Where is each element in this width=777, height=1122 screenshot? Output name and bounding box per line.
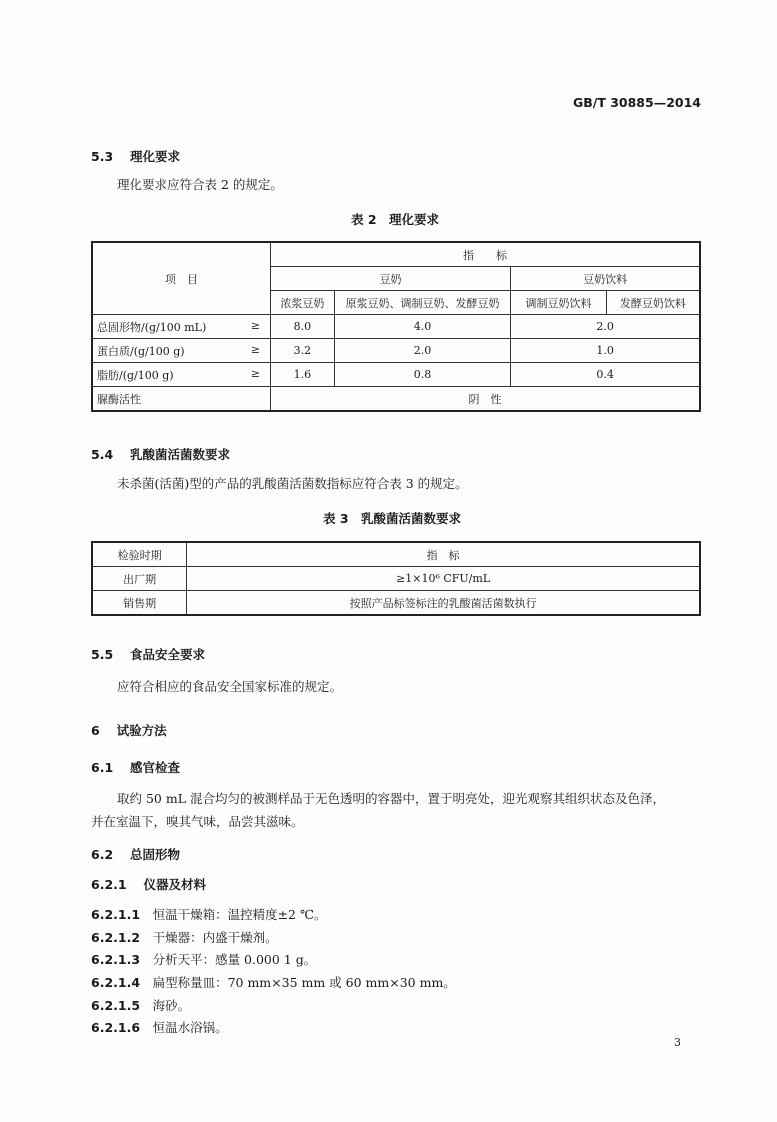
cell: 2.0 <box>334 339 510 363</box>
cell: 4.0 <box>334 315 510 339</box>
column-header: 发酵豆奶饮料 <box>606 291 700 315</box>
cell: ≥1×10⁶ CFU/mL <box>187 567 700 591</box>
cell: 按照产品标签标注的乳酸菌活菌数执行 <box>187 591 700 616</box>
header-group: 豆奶 <box>270 267 510 291</box>
row-label: 销售期 <box>92 591 187 616</box>
paragraph: 未杀菌(活菌)型的产品的乳酸菌活菌数指标应符合表 3 的规定。 <box>117 476 468 491</box>
section-heading: 6.2.1 仪器及材料 <box>91 877 206 892</box>
section-heading: 5.4 乳酸菌活菌数要求 <box>91 447 231 462</box>
list-item: 6.2.1.5 海砂。 <box>91 998 191 1013</box>
table-row <box>92 387 700 412</box>
table-caption: 表 2 理化要求 <box>351 212 440 227</box>
row-label: 总固形物/(g/100 mL) <box>97 320 207 334</box>
ge-sign: ≥ <box>250 318 260 332</box>
table-row <box>92 363 700 387</box>
header-index: 指 标 <box>270 242 700 267</box>
header-group: 豆奶饮料 <box>511 267 700 291</box>
cell: 8.0 <box>270 315 334 339</box>
ge-sign: ≥ <box>250 366 260 380</box>
cell: 1.0 <box>511 339 700 363</box>
ge-sign: ≥ <box>250 342 260 356</box>
section-heading: 5.5 食品安全要求 <box>91 647 206 662</box>
column-header: 调制豆奶饮料 <box>511 291 607 315</box>
list-item: 6.2.1.4 扁型称量皿：70 mm×35 mm 或 60 mm×30 mm。 <box>91 975 456 990</box>
column-header: 原浆豆奶、调制豆奶、发酵豆奶 <box>334 291 510 315</box>
section-heading: 6.2 总固形物 <box>91 847 181 862</box>
table-2 <box>91 241 701 412</box>
table-row <box>92 315 700 339</box>
standard-number: GB/T 30885—2014 <box>572 95 701 110</box>
paragraph: 并在室温下，嗅其气味，品尝其滋味。 <box>91 814 304 829</box>
section-heading: 6.1 感官检查 <box>91 760 181 775</box>
paragraph: 取约 50 mL 混合均匀的被测样品于无色透明的容器中，置于明亮处，迎光观察其组织状态及色泽， <box>117 791 665 806</box>
table-row <box>92 567 700 591</box>
table-row <box>92 591 700 616</box>
list-item: 6.2.1.3 分析天平：感量 0.000 1 g。 <box>91 952 317 967</box>
cell: 0.4 <box>511 363 700 387</box>
cell: 1.6 <box>270 363 334 387</box>
cell: 3.2 <box>270 339 334 363</box>
cell: 0.8 <box>334 363 510 387</box>
column-header: 浓浆豆奶 <box>270 291 334 315</box>
list-item: 6.2.1.2 干燥器：内盛干燥剂。 <box>91 930 278 945</box>
column-header: 指 标 <box>187 542 700 567</box>
row-label: 出厂期 <box>92 567 187 591</box>
section-heading: 5.3 理化要求 <box>91 149 181 164</box>
section-heading: 6 试验方法 <box>91 723 167 738</box>
list-item: 6.2.1.6 恒温水浴锅。 <box>91 1020 228 1035</box>
cell: 阴 性 <box>270 387 700 412</box>
table-3 <box>91 541 701 616</box>
header-item: 项 目 <box>92 242 270 315</box>
page-number: 3 <box>674 1036 681 1049</box>
cell: 2.0 <box>511 315 700 339</box>
column-header: 检验时期 <box>92 542 187 567</box>
list-item: 6.2.1.1 恒温干燥箱：温控精度±2 ℃。 <box>91 907 327 922</box>
row-label: 脲酶活性 <box>92 387 270 412</box>
paragraph: 理化要求应符合表 2 的规定。 <box>117 177 283 192</box>
paragraph: 应符合相应的食品安全国家标准的规定。 <box>117 679 343 694</box>
table-caption: 表 3 乳酸菌活菌数要求 <box>323 511 462 526</box>
row-label: 蛋白质/(g/100 g) <box>97 344 185 358</box>
row-label: 脂肪/(g/100 g) <box>97 368 174 382</box>
table-row <box>92 339 700 363</box>
